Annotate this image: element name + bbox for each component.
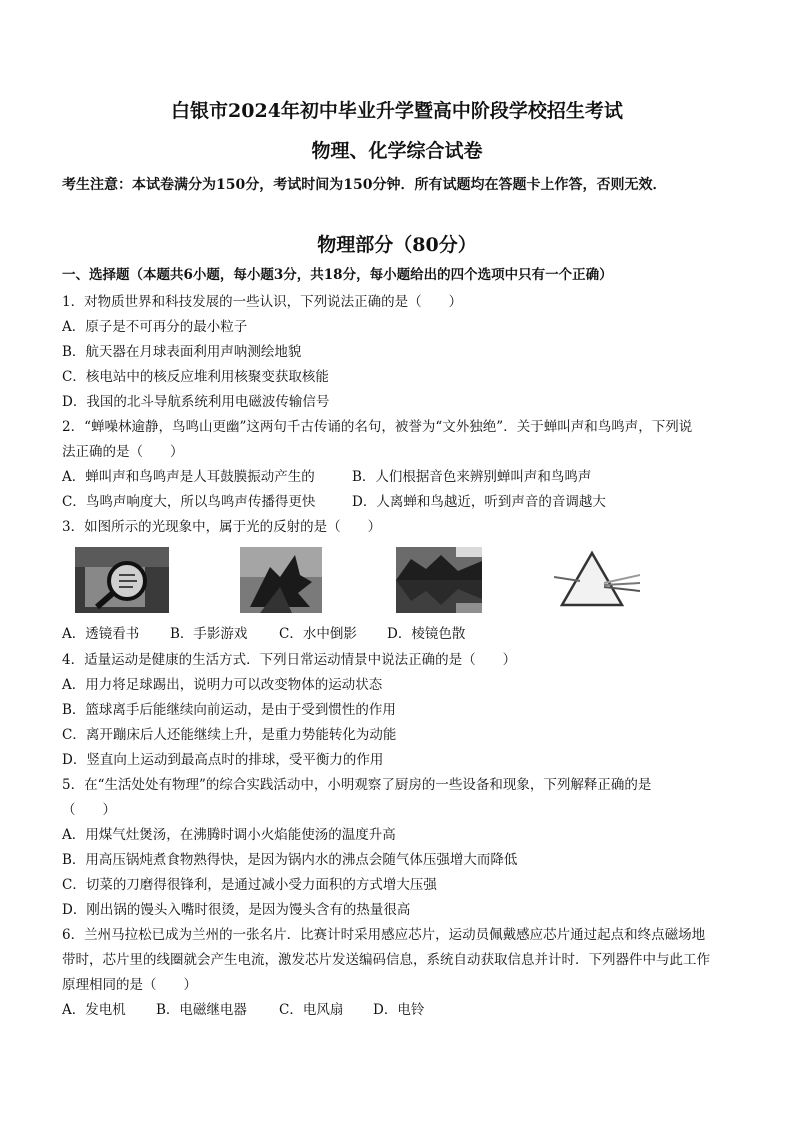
- q3-option-a: A．透镜看书: [62, 626, 140, 642]
- q1-option-b: B．航天器在月球表面利用声呐测绘地貌: [62, 344, 302, 360]
- exam-title: 白银市2024年初中毕业升学暨高中阶段学校招生考试: [171, 100, 623, 122]
- q6-option-d: D．电铃: [373, 1002, 425, 1018]
- q6-stem-line2: 带时，芯片里的线圈就会产生电流，激发芯片发送编码信息，系统自动获取信息并计时．下列器件中与此工作: [62, 952, 710, 968]
- q1-option-c: C．核电站中的核反应堆利用核聚变获取核能: [62, 369, 329, 385]
- q5-option-c: C．切菜的刀磨得很锋利，是通过减小受力面积的方式增大压强: [62, 877, 437, 893]
- q2-stem-line2: 法正确的是（ ）: [62, 444, 184, 460]
- q6-option-b: B．电磁继电器: [156, 1002, 247, 1018]
- exam-subtitle: 物理、化学综合试卷: [311, 140, 483, 162]
- q2-stem-line1: 2．“蝉噪林逾静，鸟鸣山更幽”这两句千古传诵的名句，被誉为“文外独绝”．关于蝉叫声和鸟鸣声，下列说: [62, 419, 693, 435]
- q5-option-d: D．刚出锅的馒头入嘴时很烫，是因为馒头含有的热量很高: [62, 902, 411, 918]
- q3-stem: 3．如图所示的光现象中，属于光的反射的是（ ）: [62, 519, 382, 535]
- q2-option-d: D．人离蝉和鸟越近，听到声音的音调越大: [352, 494, 606, 510]
- water-reflection-image: [396, 547, 482, 613]
- magnifier-image: [75, 547, 169, 613]
- prism-image: [554, 547, 640, 613]
- q1-option-d: D．我国的北斗导航系统利用电磁波传输信号: [62, 394, 330, 410]
- q1-option-a: A．原子是不可再分的最小粒子: [62, 319, 248, 335]
- q2-options-row2: [62, 490, 606, 510]
- q3-option-c: C．水中倒影: [279, 626, 357, 642]
- hand-shadow-image: [240, 547, 322, 613]
- q6-stem-line3: 原理相同的是（ ）: [62, 977, 197, 993]
- q3-option-b: B．手影游戏: [170, 626, 248, 642]
- q3-option-d: D．棱镜色散: [387, 626, 466, 642]
- q6-options-row: [62, 998, 424, 1018]
- q5-option-b: B．用高压锅炖煮食物熟得快，是因为锅内水的沸点会随气体压强增大而降低: [62, 852, 518, 868]
- q1-stem: 1．对物质世界和科技发展的一些认识，下列说法正确的是（ ）: [62, 294, 463, 310]
- q2-options-row1: [62, 465, 591, 485]
- q4-option-b: B．篮球离手后能继续向前运动，是由于受到惯性的作用: [62, 702, 396, 718]
- q2-option-b: B．人们根据音色来辨别蝉叫声和鸟鸣声: [352, 469, 592, 485]
- section-title: 物理部分（80分）: [317, 234, 477, 256]
- q2-option-c: C．鸟鸣声响度大，所以鸟鸣声传播得更快: [62, 494, 316, 510]
- q3-options-row: [62, 622, 465, 642]
- q5-stem-line2: （ ）: [62, 802, 116, 818]
- q4-stem: 4．适量运动是健康的生活方式．下列日常运动情景中说法正确的是（ ）: [62, 652, 517, 668]
- q5-stem-line1: 5．在“生活处处有物理”的综合实践活动中，小明观察了厨房的一些设备和现象，下列解释正确的是: [62, 777, 652, 793]
- q5-option-a: A．用煤气灶煲汤，在沸腾时调小火焰能使汤的温度升高: [62, 827, 396, 843]
- q2-option-a: A．蝉叫声和鸟鸣声是人耳鼓膜振动产生的: [62, 469, 315, 485]
- q4-option-d: D．竖直向上运动到最高点时的排球，受平衡力的作用: [62, 752, 384, 768]
- q6-option-a: A．发电机: [62, 1002, 126, 1018]
- q4-option-a: A．用力将足球踢出，说明力可以改变物体的运动状态: [62, 677, 383, 693]
- part1-heading: 一、选择题（本题共6小题，每小题3分，共18分，每小题给出的四个选项中只有一个正确）: [62, 267, 613, 283]
- q4-option-c: C．离开蹦床后人还能继续上升，是重力势能转化为动能: [62, 727, 397, 743]
- q6-stem-line1: 6．兰州马拉松已成为兰州的一张名片．比赛计时采用感应芯片，运动员佩戴感应芯片通过起点和终点磁场地: [62, 927, 706, 943]
- exam-notice: 考生注意：本试卷满分为150分，考试时间为150分钟．所有试题均在答题卡上作答，否则无效．: [62, 177, 667, 193]
- q6-option-c: C．电风扇: [279, 1002, 344, 1018]
